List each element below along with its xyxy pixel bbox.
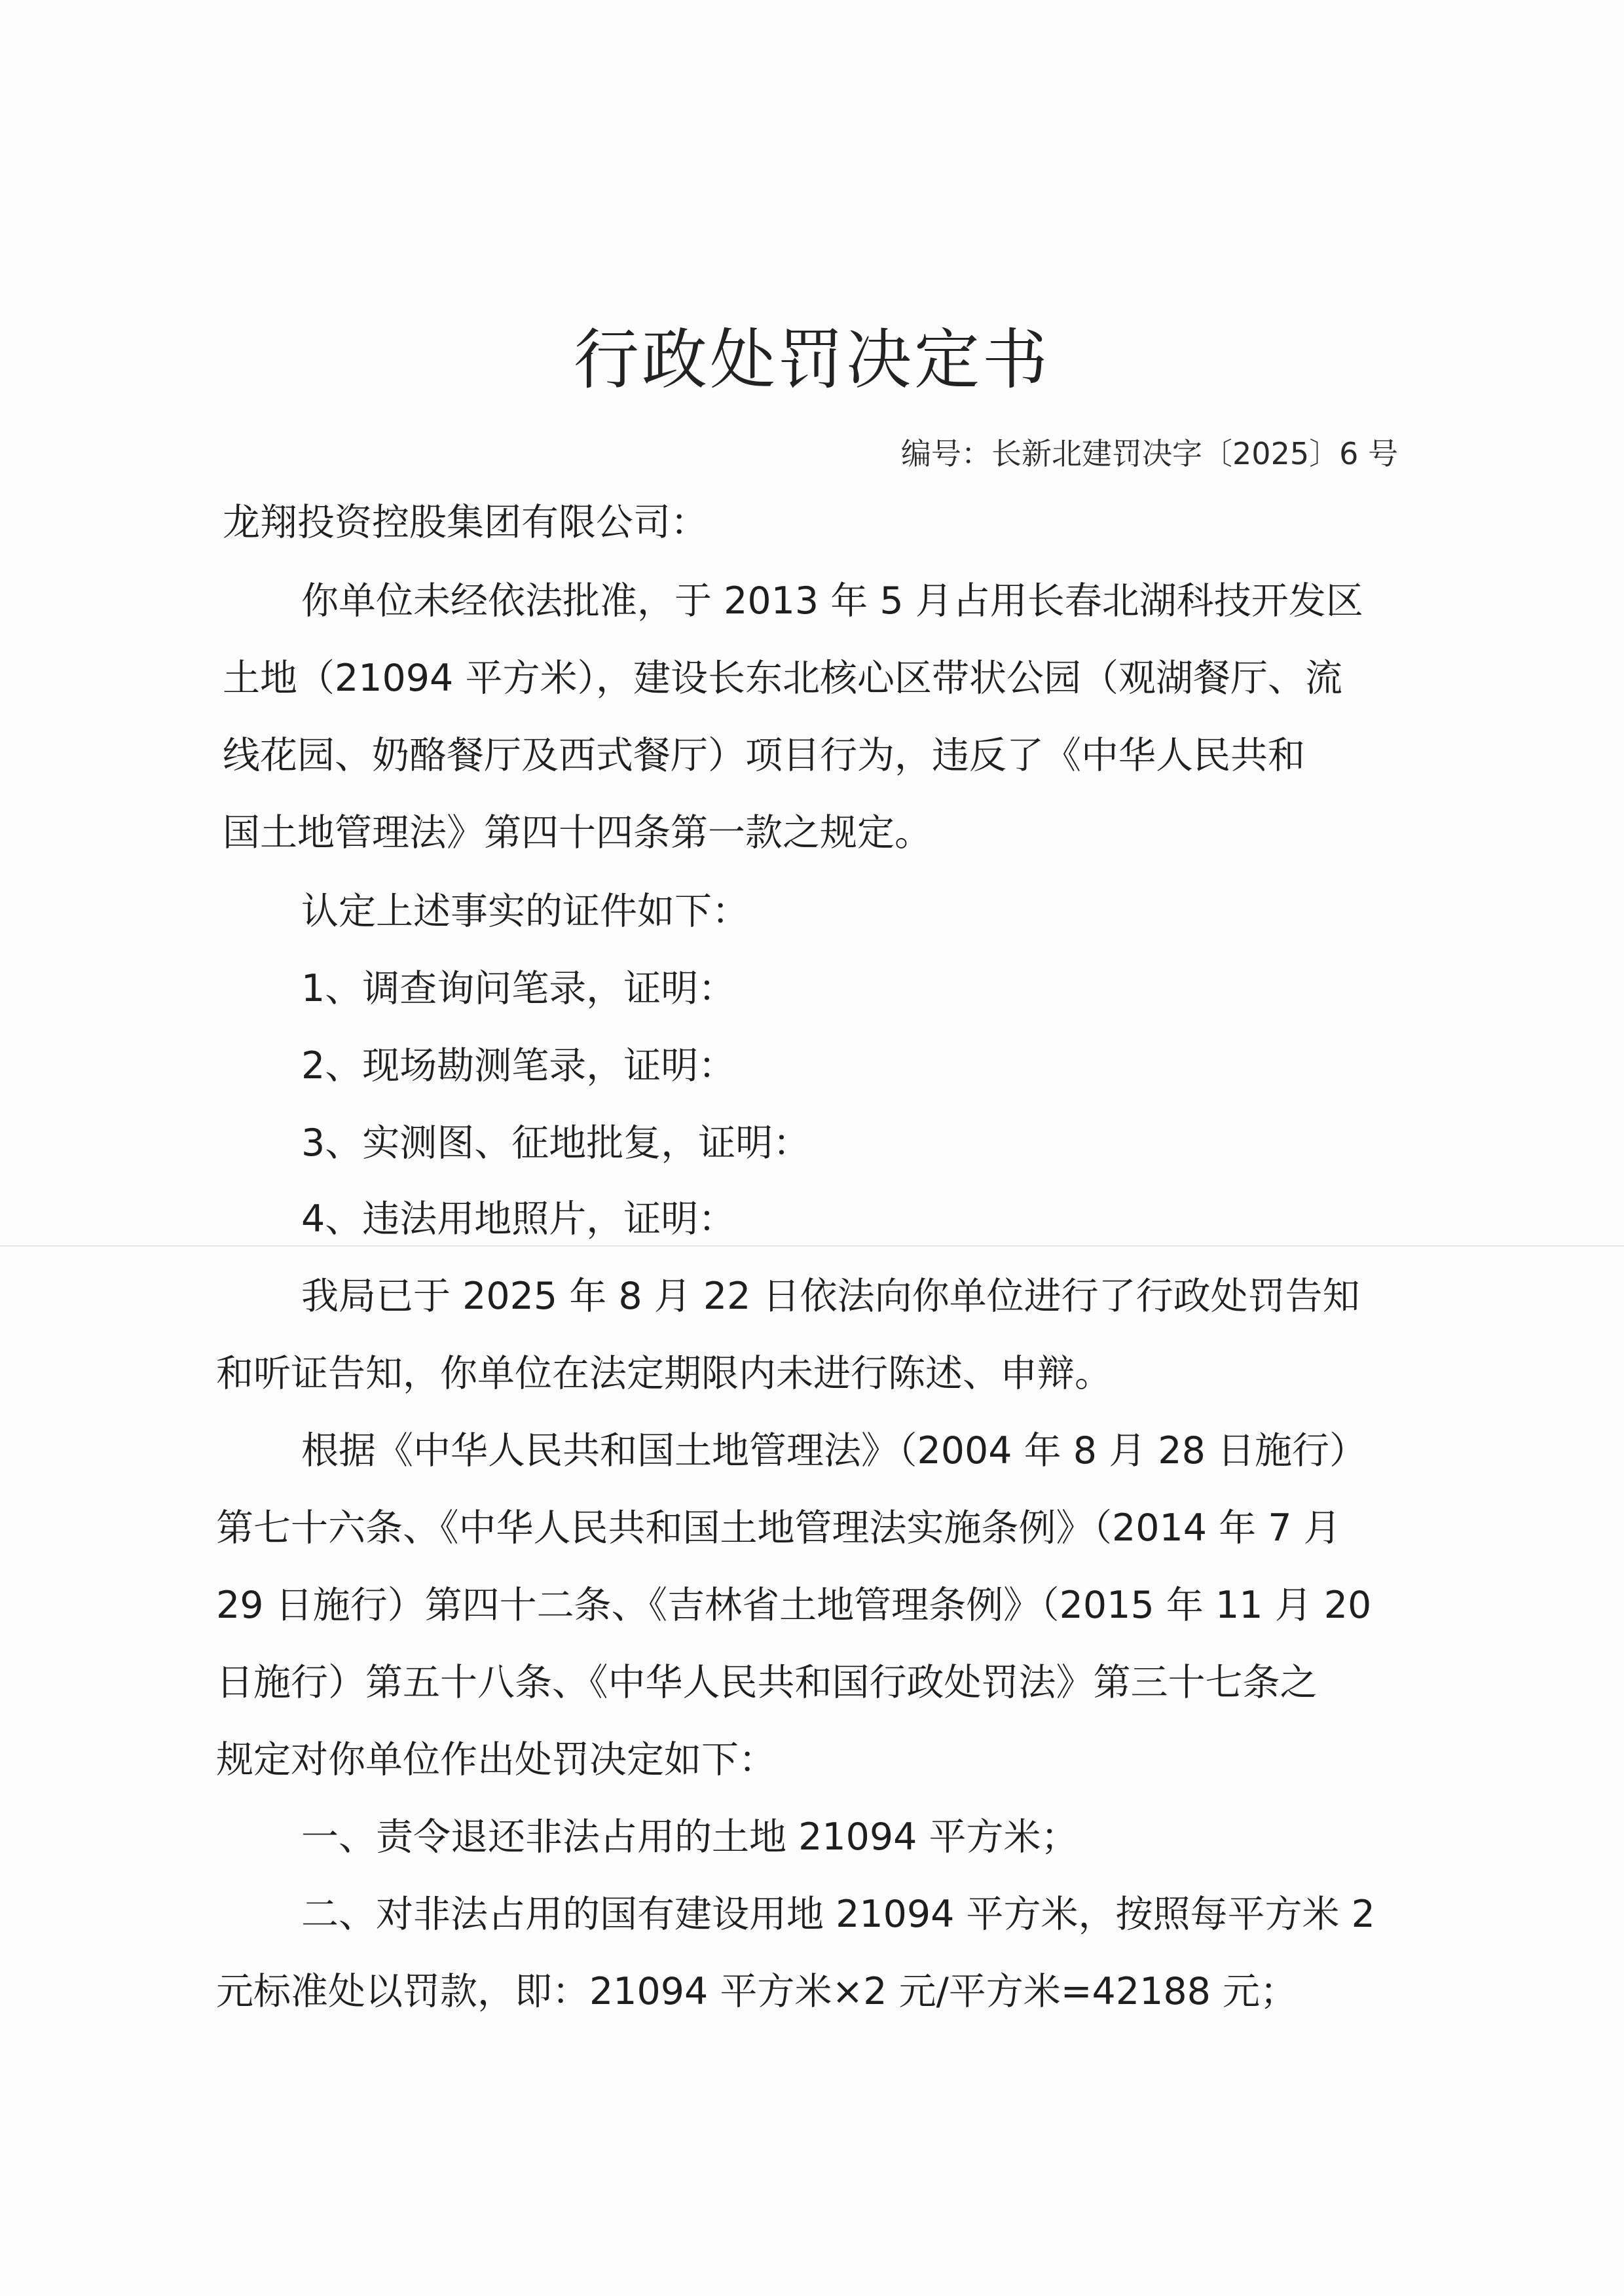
decision-line: 二、对非法占用的国有建设用地 21094 平方米，按照每平方米 2 [301,1893,1375,1936]
legal-basis-line: 29 日施行）第四十二条、《吉林省土地管理条例》（2015 年 11 月 20 [216,1584,1372,1627]
evidence-item: 3、实测图、征地批复，证明： [301,1121,811,1165]
legal-basis-line: 规定对你单位作出处罚决定如下： [216,1738,776,1781]
evidence-item: 2、现场勘测笔录，证明： [301,1044,736,1087]
legal-basis-line: 日施行）第五十八条、《中华人民共和国行政处罚法》第三十七条之 [216,1661,1318,1704]
legal-basis-line: 第七十六条、《中华人民共和国土地管理法实施条例》（2014 年 7 月 [216,1506,1341,1550]
document-number: 编号：长新北建罚决字〔2025〕6 号 [901,436,1398,471]
document-title: 行政处罚决定书 [574,321,1050,398]
facts-line: 国土地管理法》第四十四条第一款之规定。 [223,811,932,854]
notice-line: 我局已于 2025 年 8 月 22 日依法向你单位进行了行政处罚告知 [301,1275,1360,1318]
evidence-item: 1、调查询问笔录，证明： [301,967,736,1010]
facts-line: 土地（21094 平方米），建设长东北核心区带状公园（观湖餐厅、流 [223,657,1342,700]
notice-line: 和听证告知，你单位在法定期限内未进行陈述、申辩。 [216,1352,1112,1395]
addressee: 龙翔投资控股集团有限公司： [223,501,708,544]
facts-line: 你单位未经依法批准，于 2013 年 5 月占用长春北湖科技开发区 [301,579,1363,623]
decision-line: 元标准处以罚款，即：21094 平方米×2 元/平方米=42188 元； [216,1970,1297,2013]
decision-line: 一、责令退还非法占用的土地 21094 平方米； [301,1815,1079,1859]
legal-basis-line: 根据《中华人民共和国土地管理法》（2004 年 8 月 28 日施行） [301,1429,1367,1472]
evidence-item: 4、违法用地照片，证明： [301,1197,736,1241]
evidence-intro: 认定上述事实的证件如下： [301,890,749,933]
facts-line: 线花园、奶酪餐厅及西式餐厅）项目行为，违反了《中华人民共和 [223,734,1305,777]
scan-fold-line [0,1245,1624,1247]
